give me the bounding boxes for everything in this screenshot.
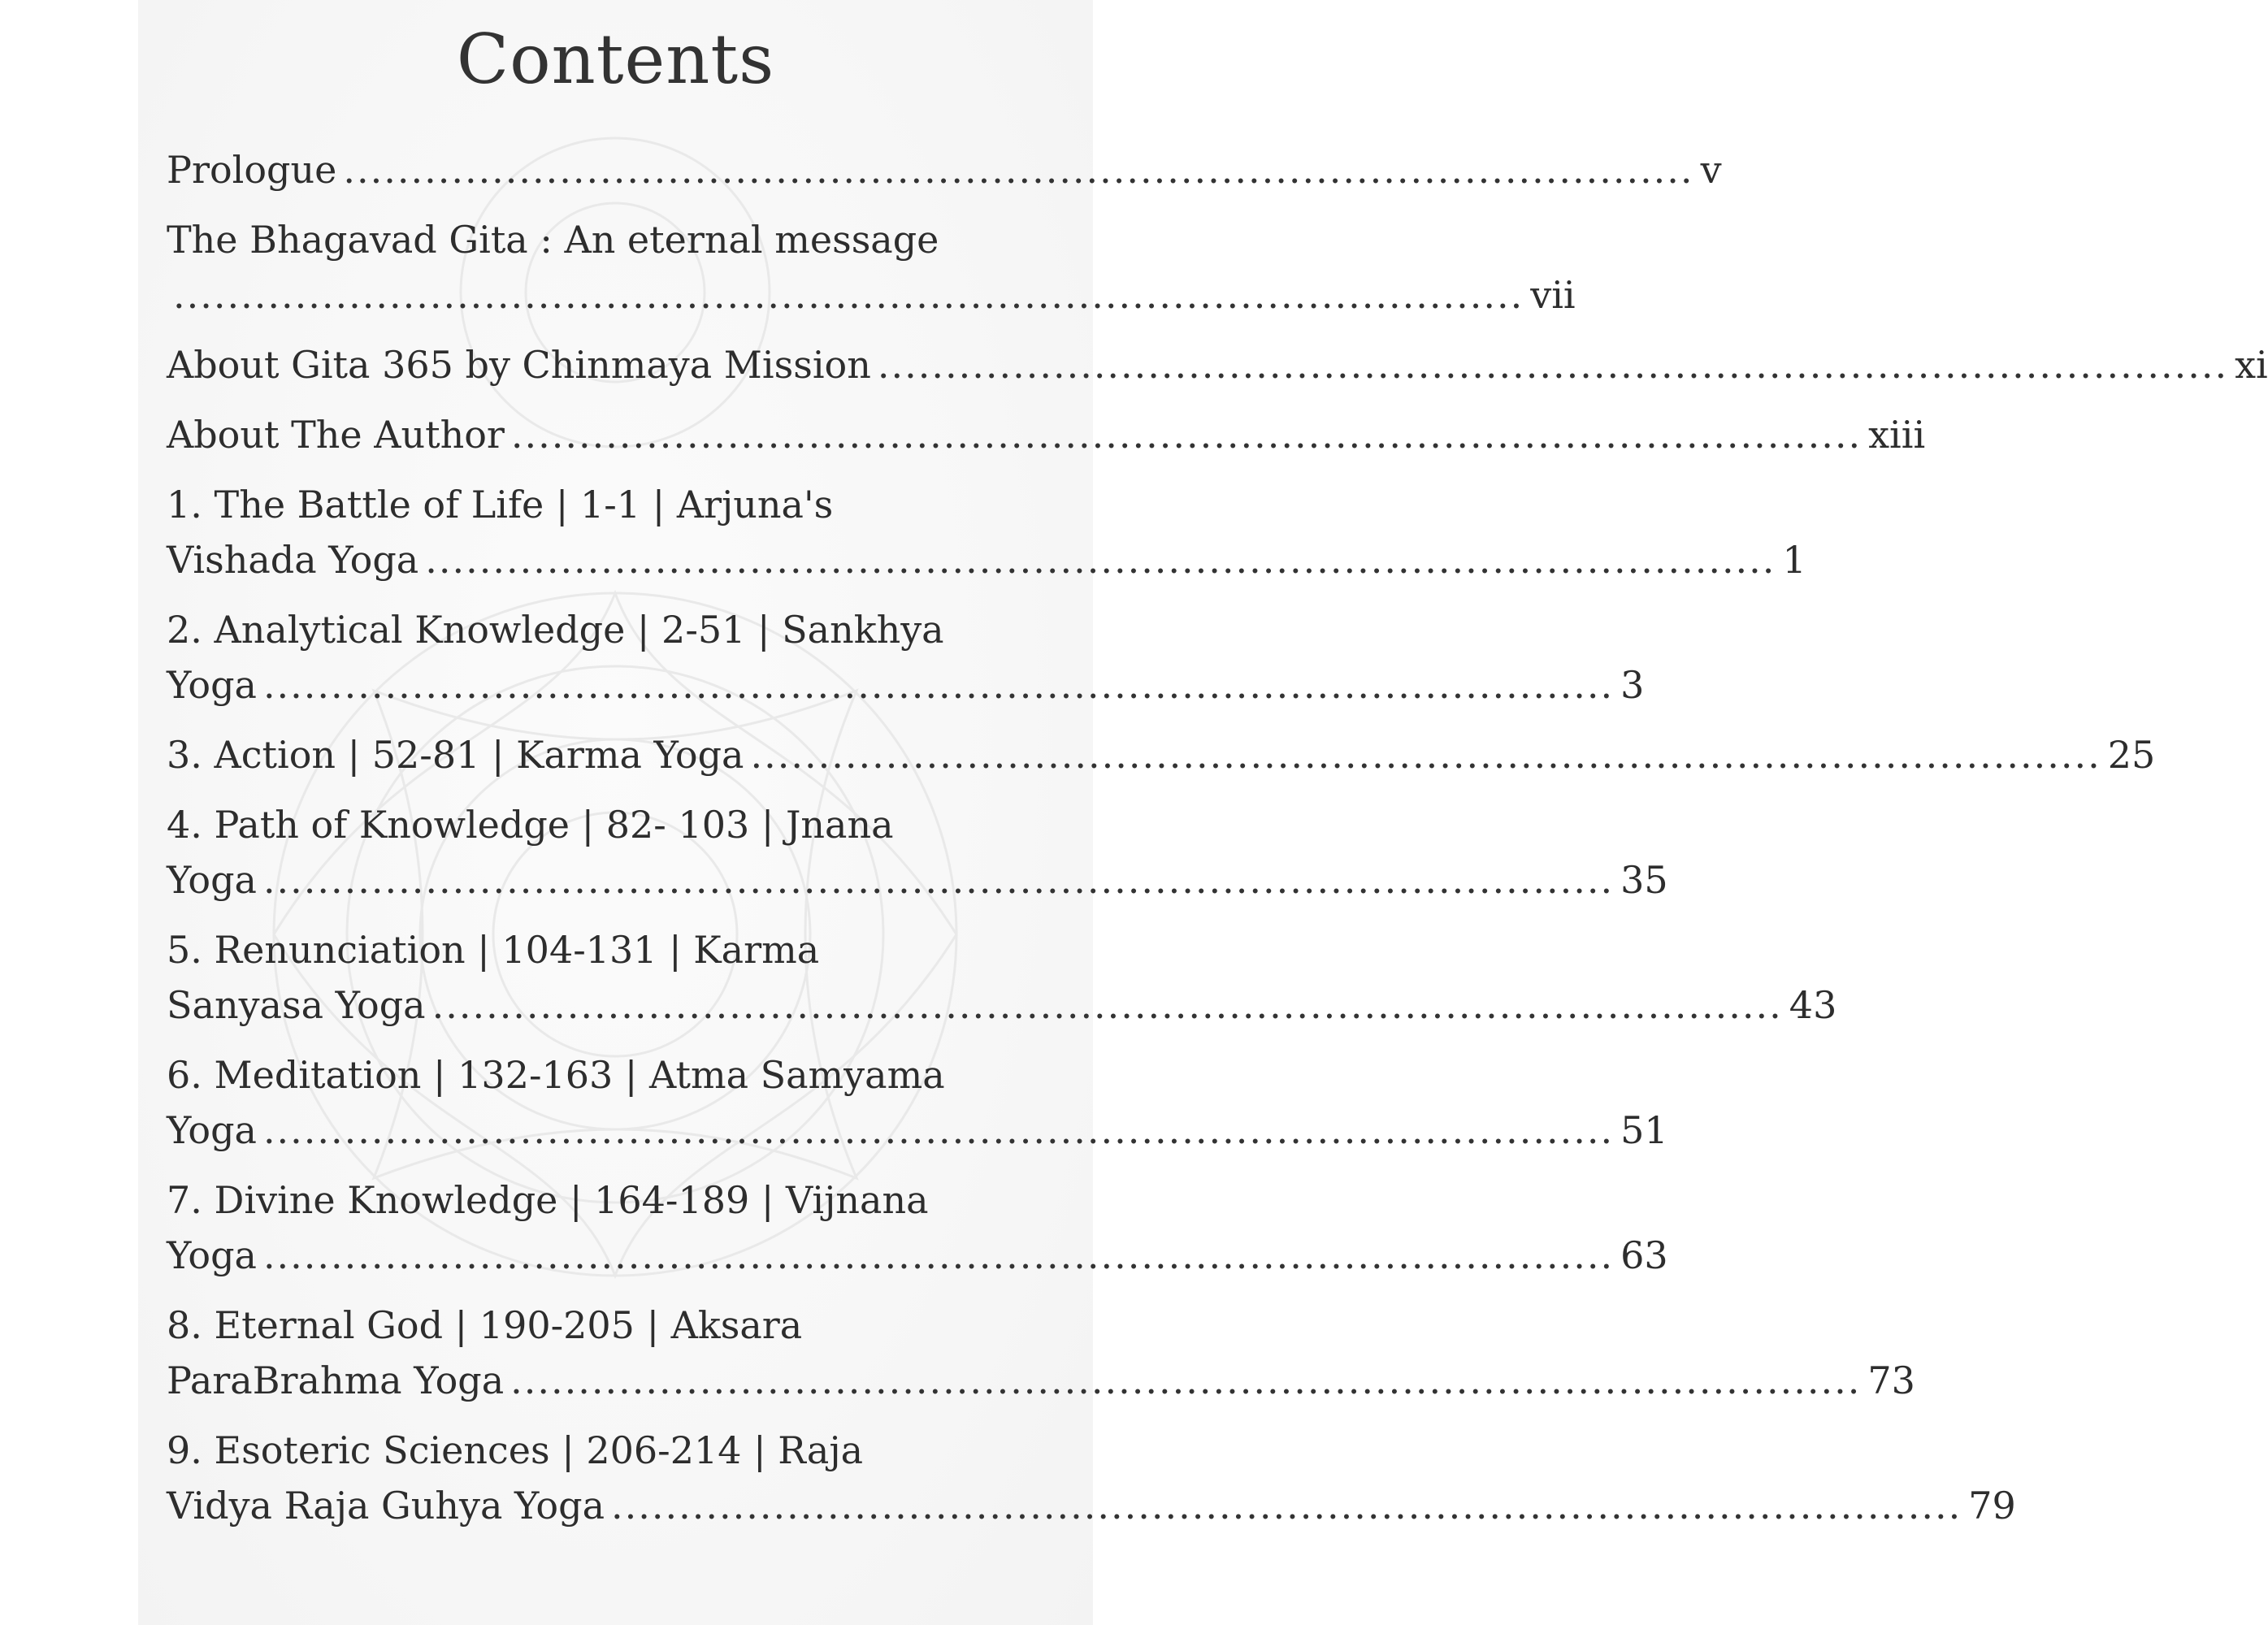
dot-leader: .................................................................................................... (750, 733, 2101, 777)
toc-entry-line (167, 407, 1926, 462)
toc-entry-chapter-6 (167, 1047, 1668, 1158)
toc-page-number: xi (2235, 343, 2268, 387)
toc-entry-title: About Gita 365 by Chinmaya Mission (167, 343, 871, 387)
page-sheet (138, 0, 2268, 1625)
dot-leader: .................................................................................................... (262, 1108, 1615, 1152)
dot-leader: .................................................................................................... (425, 538, 1776, 582)
page-title: Contents (456, 20, 775, 99)
toc-page-number: 1 (1782, 538, 1806, 582)
toc-entry-line (167, 1103, 1668, 1158)
dot-leader: .................................................................................................... (262, 663, 1615, 707)
toc-page-number: xiii (1868, 413, 1926, 457)
toc-entry-line (167, 142, 1722, 197)
toc-entry-chapter-3 (167, 727, 2156, 782)
toc-entry-chapter-4 (167, 797, 1668, 908)
toc-page-number: 73 (1867, 1358, 1915, 1402)
toc-entry-title: 2. Analytical Knowledge | 2-51 | Sankhya (167, 608, 944, 652)
dot-leader: .................................................................................................... (611, 1484, 1962, 1528)
toc-page-number: 79 (1968, 1484, 2016, 1528)
toc-entry-chapter-8 (167, 1298, 1915, 1408)
toc-entry-about-gita-365 (167, 337, 2268, 392)
dot-leader: .................................................................................................... (343, 148, 1694, 192)
toc-page-number: v (1700, 148, 1722, 192)
toc-entry-title-continued: Yoga (167, 663, 257, 707)
toc-entry-title-continued: Yoga (167, 1233, 257, 1277)
toc-entry-title-continued: ParaBrahma Yoga (167, 1358, 505, 1402)
toc-entry-chapter-5 (167, 922, 1837, 1033)
toc-page-number: 25 (2107, 733, 2156, 777)
toc-entry-title: 4. Path of Knowledge | 82- 103 | Jnana (167, 803, 894, 847)
toc-entry-title: 6. Meditation | 132-163 | Atma Samyama (167, 1053, 945, 1097)
toc-entry-title: 5. Renunciation | 104-131 | Karma (167, 928, 820, 972)
toc-entry-line (167, 1228, 1668, 1283)
toc-entry-line (167, 657, 1645, 713)
toc-entry-chapter-2 (167, 602, 1645, 713)
toc-page-number: 63 (1620, 1233, 1668, 1277)
dot-leader: .................................................................................................... (877, 343, 2229, 387)
toc-entry-title-continued: Yoga (167, 858, 257, 902)
toc-page-number: vii (1530, 273, 1576, 317)
toc-page-number: 3 (1620, 663, 1645, 707)
dot-leader: .................................................................................................... (510, 413, 1863, 457)
toc-entry-line (167, 727, 2156, 782)
toc-entry-about-author (167, 407, 1926, 462)
toc-page-number: 35 (1620, 858, 1668, 902)
toc-entry-title-continued: Sanyasa Yoga (167, 983, 426, 1027)
toc-entry-line (167, 267, 1576, 323)
toc-entry-title-continued: Yoga (167, 1108, 257, 1152)
toc-entry-title: 3. Action | 52-81 | Karma Yoga (167, 733, 744, 777)
dot-leader: .................................................................................................... (431, 983, 1783, 1027)
dot-leader: .................................................................................................... (510, 1358, 1862, 1402)
toc-entry-title: Prologue (167, 148, 337, 192)
toc-entry-line (167, 977, 1837, 1033)
toc-entry-line (167, 1353, 1915, 1408)
toc-entry-bhagavad-gita-message (167, 212, 1576, 323)
toc-entry-line (167, 532, 1806, 587)
toc-entry-chapter-1 (167, 477, 1806, 587)
toc-entry-line (167, 337, 2268, 392)
toc-entry-title: 9. Esoteric Sciences | 206-214 | Raja (167, 1428, 864, 1472)
toc-entry-chapter-7 (167, 1172, 1668, 1283)
toc-entry-title: The Bhagavad Gita : An eternal message (167, 218, 939, 262)
toc-entry-title-continued: Vishada Yoga (167, 538, 419, 582)
toc-entry-title: 1. The Battle of Life | 1-1 | Arjuna's (167, 483, 834, 526)
toc-entry-title-continued: Vidya Raja Guhya Yoga (167, 1484, 605, 1528)
dot-leader: .................................................................................................... (262, 858, 1615, 902)
toc-entry-title: 8. Eternal God | 190-205 | Aksara (167, 1303, 803, 1347)
dot-leader: .................................................................................................... (173, 273, 1524, 317)
toc-entry-line (167, 1478, 2016, 1533)
toc-entry-prologue (167, 142, 1722, 197)
toc-page-number: 51 (1620, 1108, 1668, 1152)
dot-leader: .................................................................................................... (262, 1233, 1615, 1277)
toc-entry-line (167, 852, 1668, 908)
table-of-contents (167, 142, 2268, 1548)
toc-entry-title: 7. Divine Knowledge | 164-189 | Vijnana (167, 1178, 929, 1222)
toc-entry-chapter-9 (167, 1423, 2016, 1533)
toc-entry-title: About The Author (167, 413, 505, 457)
toc-page-number: 43 (1789, 983, 1837, 1027)
